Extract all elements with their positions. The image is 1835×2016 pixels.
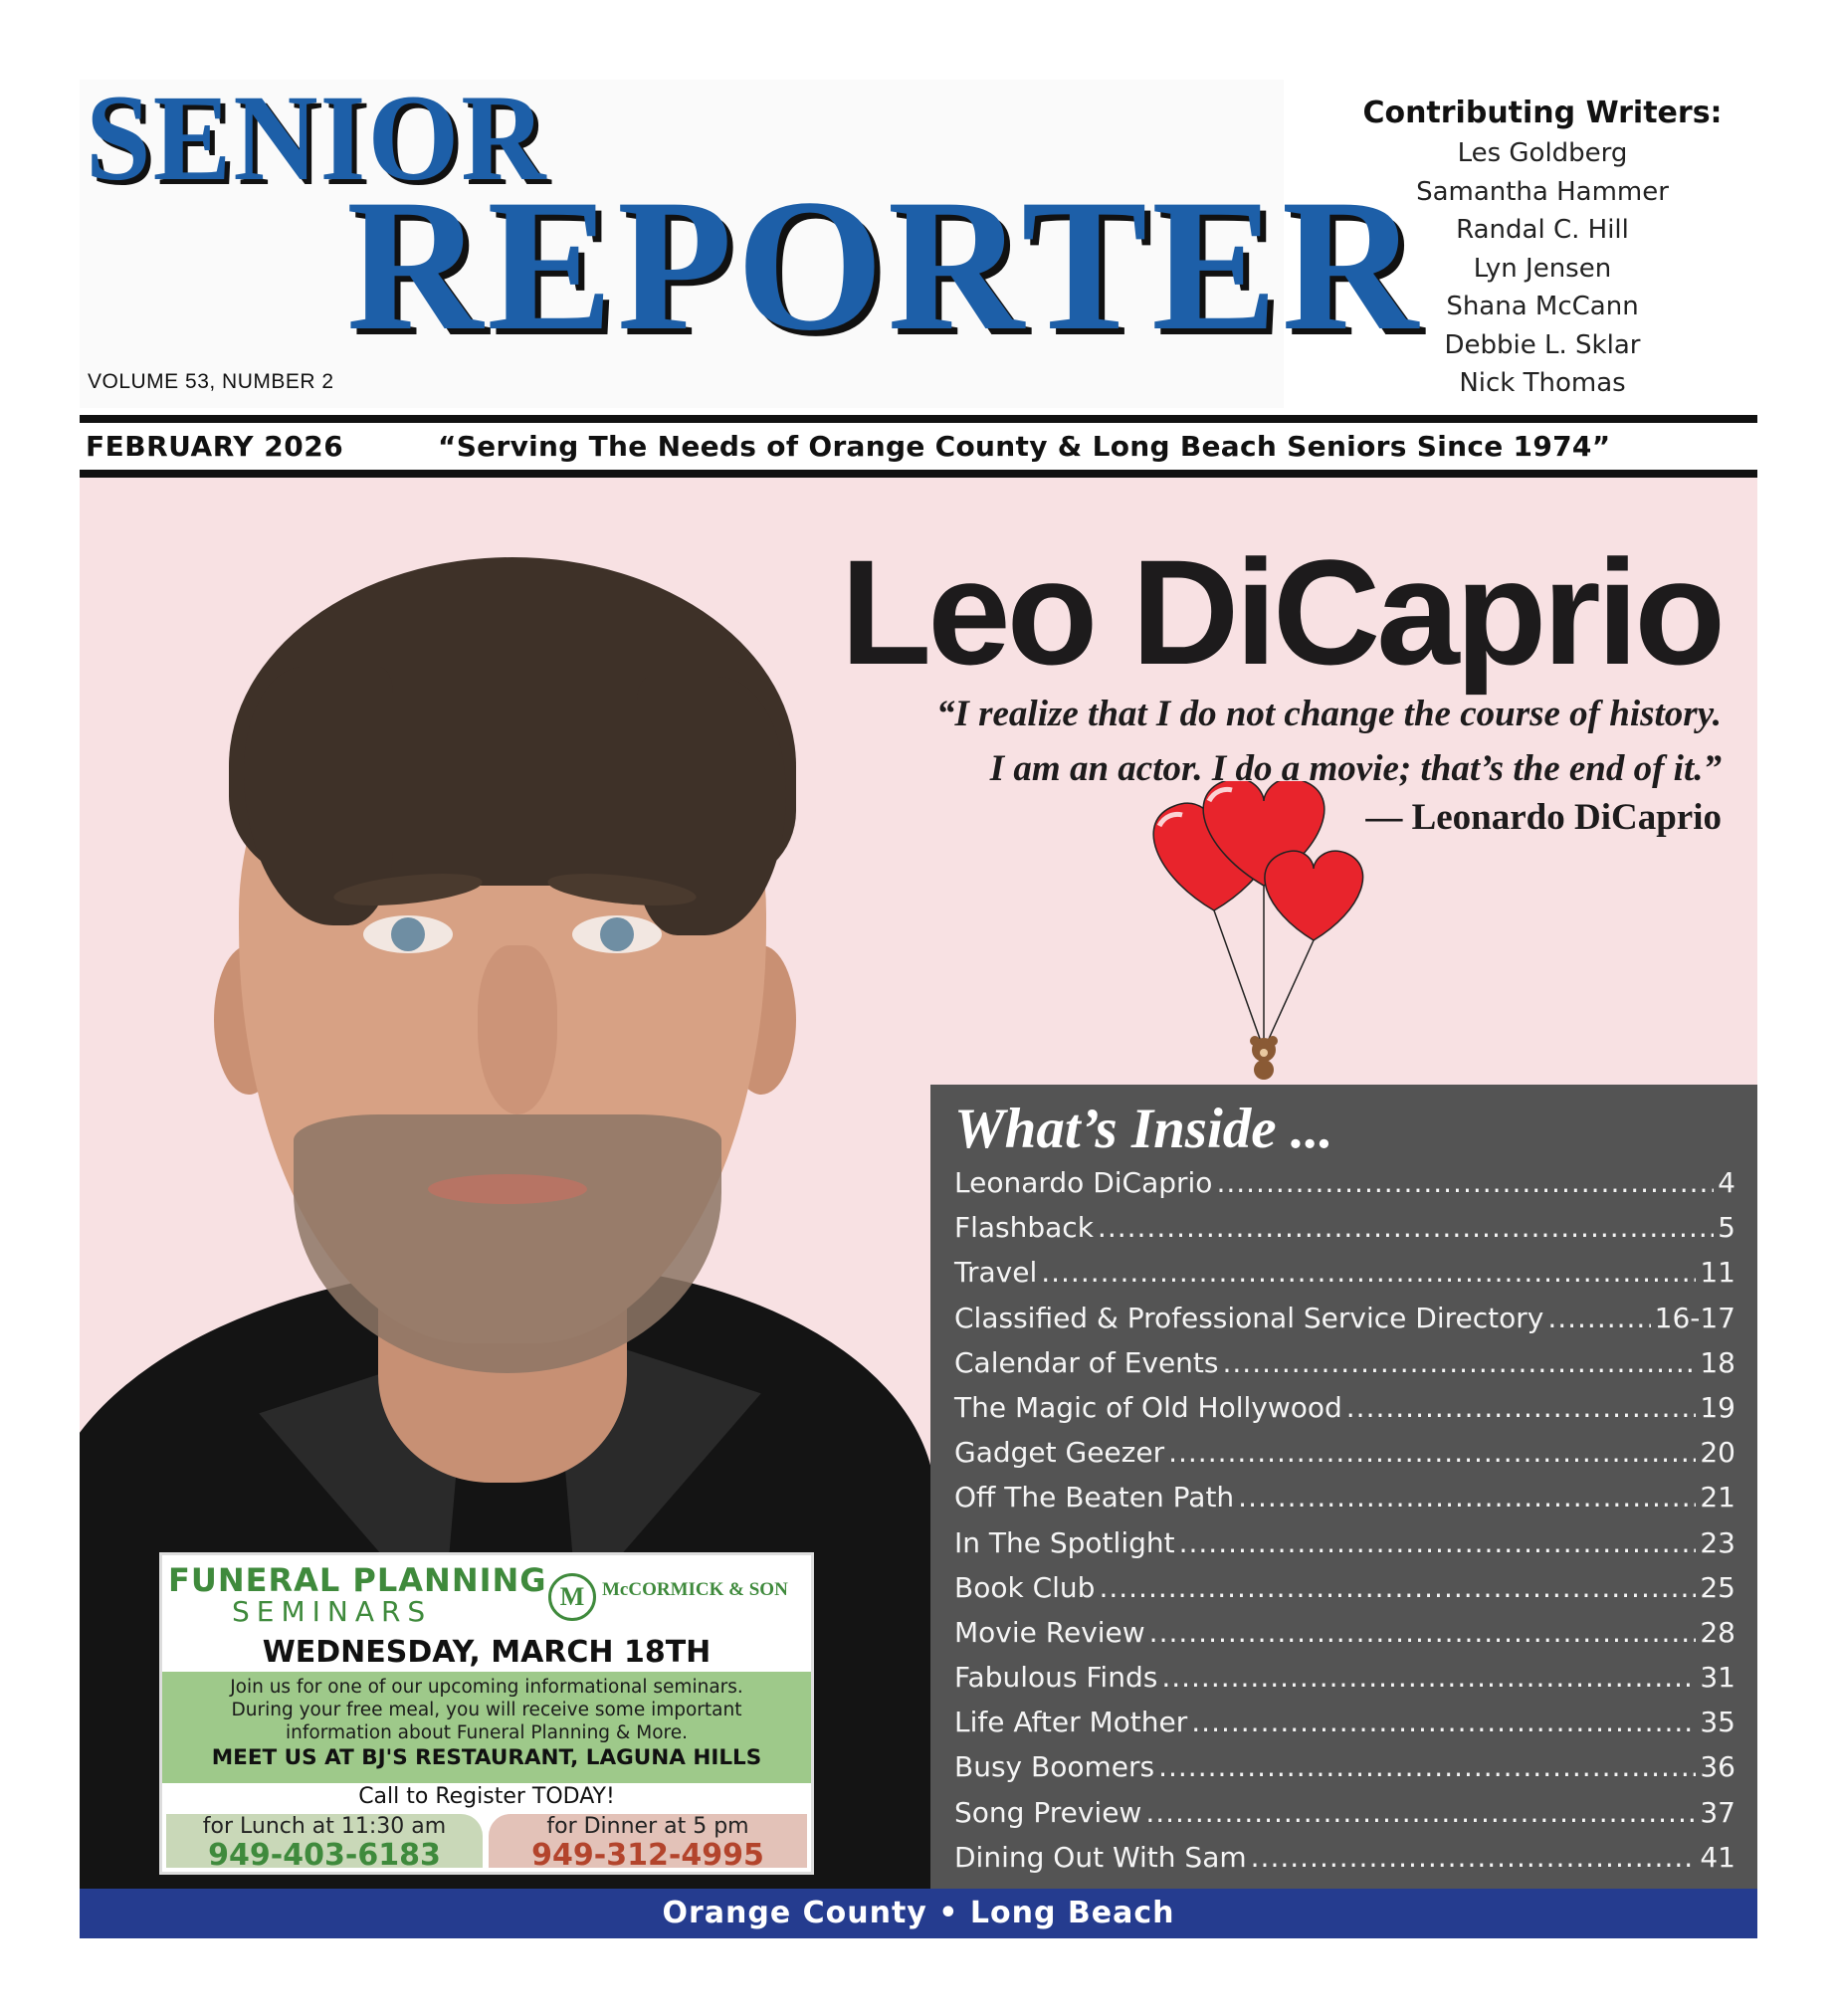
ad-lunch-box [166, 1814, 483, 1873]
mccormick-logo [548, 1569, 807, 1623]
toc-leader [1179, 1526, 1697, 1559]
ad-info-line: Join us for one of our upcoming informational seminars. [230, 1677, 743, 1698]
toc-leader [1161, 1661, 1696, 1694]
toc-leader [1158, 1750, 1696, 1783]
toc-page: 28 [1700, 1615, 1735, 1649]
toc-item[interactable] [954, 1391, 1735, 1436]
toc-label: Dining Out With Sam [954, 1840, 1247, 1874]
tagline: “Serving The Needs of Orange County & Long Beach Seniors Since 1974” [438, 430, 1611, 463]
quote-line: I am an actor. I do a movie; that’s the end of it.” [989, 748, 1722, 789]
toc-item[interactable] [954, 1661, 1735, 1706]
toc-item[interactable] [954, 1571, 1735, 1616]
toc-label: Life After Mother [954, 1706, 1188, 1739]
writer-name: Nick Thomas [1459, 368, 1626, 398]
toc-item[interactable] [954, 1481, 1735, 1525]
toc-page: 21 [1700, 1481, 1735, 1514]
writer-name: Les Goldberg [1457, 138, 1628, 168]
ad-info-line: During your free meal, you will receive some important [231, 1700, 742, 1720]
photo-iris [391, 917, 425, 951]
writer-name: Shana McCann [1446, 292, 1639, 321]
toc-leader [1216, 1166, 1714, 1199]
table-of-contents [954, 1166, 1735, 1886]
contributing-writers [1314, 96, 1771, 403]
toc-item[interactable] [954, 1166, 1735, 1211]
whats-inside-title: What’s Inside ... [954, 1098, 1333, 1160]
toc-label: Song Preview [954, 1795, 1142, 1829]
toc-leader [1098, 1211, 1714, 1244]
toc-page: 37 [1700, 1795, 1735, 1829]
cover-quote [776, 687, 1722, 796]
toc-label: Movie Review [954, 1615, 1145, 1649]
toc-item[interactable] [954, 1841, 1735, 1886]
divider-bottom [80, 470, 1757, 478]
toc-label: Travel [954, 1256, 1038, 1290]
toc-page: 35 [1700, 1706, 1735, 1739]
toc-page: 25 [1700, 1570, 1735, 1604]
photo-iris [600, 917, 634, 951]
toc-leader [1149, 1616, 1697, 1649]
toc-page: 11 [1700, 1256, 1735, 1290]
toc-page: 19 [1700, 1390, 1735, 1424]
quote-line: “I realize that I do not change the course of history. [935, 694, 1722, 734]
whats-inside-panel [930, 1085, 1757, 1889]
divider-top [80, 415, 1757, 423]
writer-name: Randal C. Hill [1456, 215, 1629, 245]
toc-page: 18 [1700, 1345, 1735, 1379]
writers-title: Contributing Writers: [1362, 96, 1723, 130]
cover-headline: Leo DiCaprio [840, 528, 1722, 696]
toc-label: Book Club [954, 1570, 1096, 1604]
toc-leader [1238, 1481, 1696, 1513]
mccormick-logo-icon: M [548, 1573, 596, 1621]
heart-balloons-icon [1115, 781, 1413, 1080]
lunch-phone[interactable]: 949-403-6183 [208, 1838, 441, 1873]
toc-page: 31 [1700, 1661, 1735, 1695]
writer-name: Debbie L. Sklar [1444, 329, 1641, 360]
ad-location: MEET US AT BJ'S RESTAURANT, LAGUNA HILLS [211, 1745, 762, 1770]
toc-label: Busy Boomers [954, 1750, 1155, 1784]
quote-attribution: — Leonardo DiCaprio [1365, 797, 1722, 838]
toc-item[interactable] [954, 1256, 1735, 1301]
writer-name: Lyn Jensen [1473, 253, 1612, 284]
toc-page: 20 [1700, 1436, 1735, 1470]
toc-leader [1099, 1571, 1696, 1604]
dinner-label: for Dinner at 5 pm [546, 1814, 749, 1839]
photo-nose [478, 945, 557, 1114]
ad-dinner-box [489, 1814, 807, 1873]
toc-page: 5 [1718, 1211, 1735, 1245]
toc-leader [1041, 1256, 1696, 1289]
cover-story [80, 478, 1757, 1889]
toc-item[interactable] [954, 1750, 1735, 1795]
ad-info-line: information about Funeral Planning & More. [286, 1722, 688, 1743]
toc-label: The Magic of Old Hollywood [954, 1390, 1342, 1424]
toc-leader [1346, 1391, 1697, 1424]
logo-reporter: REPORTER [346, 161, 1422, 370]
toc-label: Off The Beaten Path [954, 1481, 1235, 1514]
toc-page: 4 [1718, 1166, 1735, 1199]
toc-item[interactable] [954, 1796, 1735, 1841]
toc-item[interactable] [954, 1211, 1735, 1256]
masthead [80, 69, 1422, 408]
writer-name: Samantha Hammer [1416, 176, 1669, 207]
toc-label: Classified & Professional Service Directory [954, 1301, 1544, 1334]
ad-info-panel [162, 1672, 811, 1783]
ad-info [162, 1672, 811, 1744]
volume-number: VOLUME 53, NUMBER 2 [88, 370, 334, 393]
toc-label: In The Spotlight [954, 1525, 1175, 1559]
toc-item[interactable] [954, 1302, 1735, 1346]
toc-label: Calendar of Events [954, 1345, 1219, 1379]
photo-mouth [428, 1174, 587, 1204]
toc-page: 41 [1700, 1840, 1735, 1874]
toc-leader [1168, 1436, 1696, 1469]
toc-label: Flashback [954, 1211, 1094, 1245]
issue-date: FEBRUARY 2026 [86, 430, 344, 463]
toc-item[interactable] [954, 1346, 1735, 1391]
toc-page: 16-17 [1654, 1301, 1735, 1334]
toc-label: Gadget Geezer [954, 1436, 1165, 1470]
logo-senior: SENIOR [86, 69, 548, 207]
mccormick-logo-name: McCORMICK & SON [602, 1579, 788, 1600]
ad-call-to-action: Call to Register TODAY! [358, 1784, 615, 1809]
toc-item[interactable] [954, 1706, 1735, 1750]
toc-leader [1547, 1302, 1650, 1334]
funeral-seminar-ad[interactable] [159, 1552, 814, 1875]
ad-subtitle: SEMINARS [232, 1595, 433, 1628]
toc-item[interactable] [954, 1526, 1735, 1571]
dinner-phone[interactable]: 949-312-4995 [531, 1838, 764, 1873]
ad-date: WEDNESDAY, MARCH 18TH [262, 1635, 712, 1670]
region-footer: Orange County • Long Beach [80, 1889, 1757, 1938]
toc-page: 36 [1700, 1750, 1735, 1784]
toc-label: Leonardo DiCaprio [954, 1166, 1213, 1199]
toc-item[interactable] [954, 1616, 1735, 1661]
ad-title: FUNERAL PLANNING [168, 1561, 547, 1599]
toc-label: Fabulous Finds [954, 1661, 1158, 1695]
toc-leader [1191, 1706, 1696, 1738]
toc-page: 23 [1700, 1525, 1735, 1559]
toc-item[interactable] [954, 1436, 1735, 1481]
toc-leader [1145, 1796, 1696, 1829]
toc-leader [1251, 1841, 1697, 1874]
lunch-label: for Lunch at 11:30 am [202, 1814, 447, 1839]
toc-leader [1223, 1346, 1697, 1379]
